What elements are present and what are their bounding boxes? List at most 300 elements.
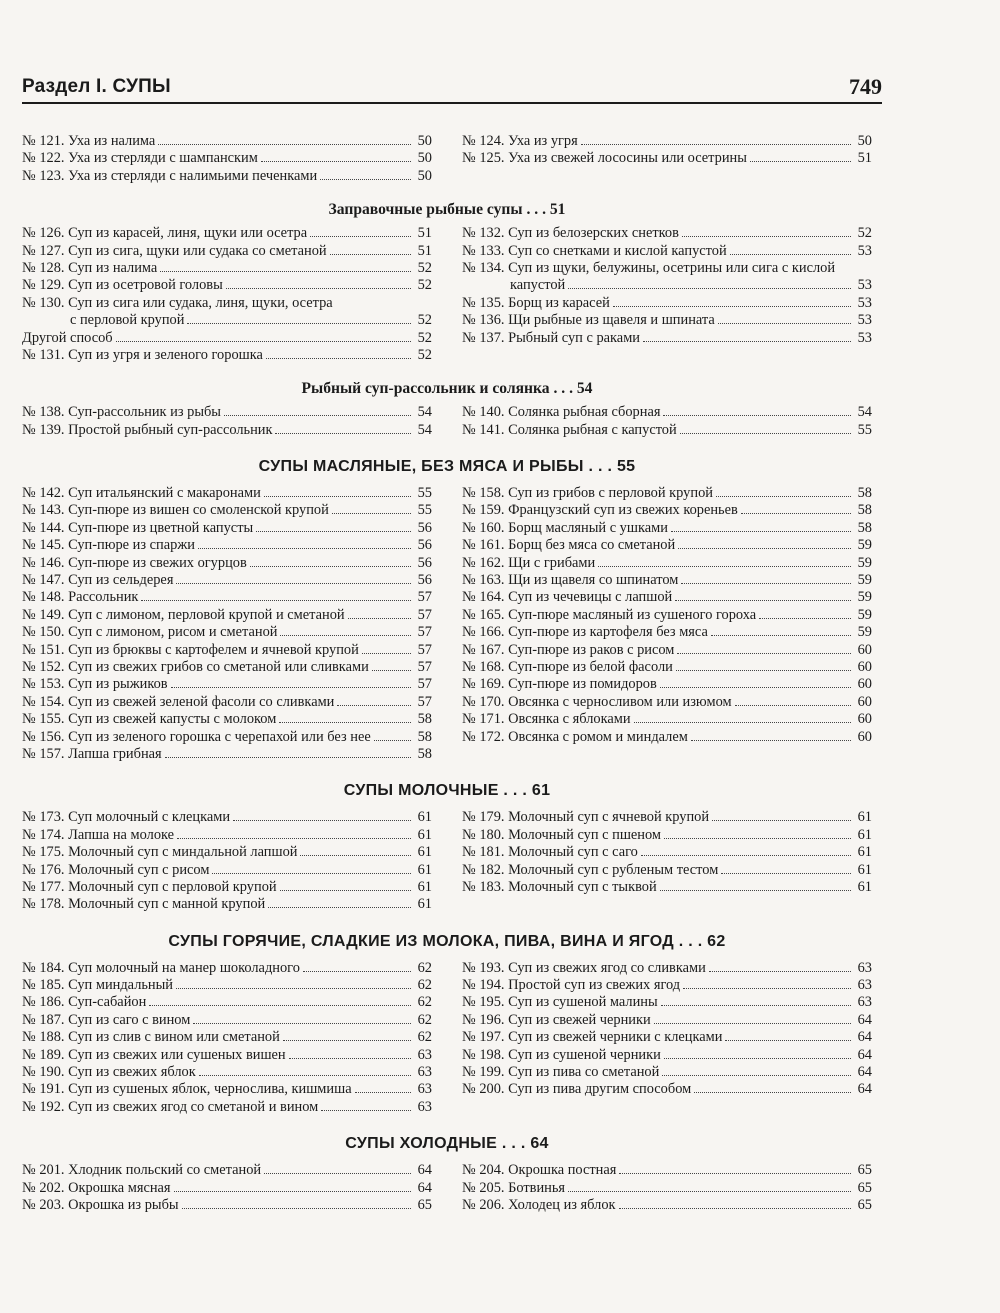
left-column bbox=[22, 133, 432, 185]
entry-title: № 178. Молочный суп с манной крупой bbox=[22, 896, 266, 913]
entry-title: № 191. Суп из сушеных яблок, чернослива, кишмиша bbox=[22, 1081, 352, 1098]
toc-entry bbox=[462, 676, 872, 693]
dot-leader bbox=[680, 433, 851, 434]
entry-page-number: 64 bbox=[857, 1046, 872, 1063]
toc-entry bbox=[22, 502, 432, 519]
entry-title: № 173. Суп молочный с клецками bbox=[22, 809, 231, 826]
entry-title: № 180. Молочный суп с пшеном bbox=[462, 826, 662, 843]
entry-title: № 129. Суп из осетровой головы bbox=[22, 277, 223, 294]
dot-leader bbox=[643, 341, 851, 342]
entry-page-number: 63 bbox=[417, 1064, 432, 1081]
toc-entry bbox=[22, 537, 432, 554]
entry-page-number: 54 bbox=[857, 404, 872, 421]
entry-page-number: 64 bbox=[857, 1081, 872, 1098]
page-number: 749 bbox=[849, 74, 882, 99]
entry-title: № 149. Суп с лимоном, перловой крупой и сметаной bbox=[22, 606, 345, 623]
dot-leader bbox=[264, 496, 411, 497]
entry-title: № 128. Суп из налима bbox=[22, 259, 158, 276]
entry-page-number: 61 bbox=[417, 809, 432, 826]
entry-page-number: 59 bbox=[857, 537, 872, 554]
dot-leader bbox=[141, 600, 411, 601]
toc-entry bbox=[22, 844, 432, 861]
left-column bbox=[22, 404, 432, 439]
entry-page-number: 63 bbox=[857, 959, 872, 976]
toc-entry bbox=[462, 694, 872, 711]
section-heading: СУПЫ ХОЛОДНЫЕ . . . 64 bbox=[345, 1135, 549, 1153]
toc-entry bbox=[22, 676, 432, 693]
entry-title: № 190. Суп из свежих яблок bbox=[22, 1064, 196, 1081]
toc-entry bbox=[22, 168, 432, 185]
entry-page-number: 50 bbox=[857, 133, 872, 149]
toc-entry bbox=[22, 879, 432, 896]
dot-leader bbox=[613, 306, 851, 307]
toc-entry bbox=[22, 260, 432, 277]
entry-title: № 160. Борщ масляный с ушками bbox=[462, 519, 668, 536]
right-column bbox=[462, 133, 872, 185]
entry-title: № 166. Суп-пюре из картофеля без мяса bbox=[462, 624, 708, 641]
right-column bbox=[462, 225, 872, 364]
toc-entry bbox=[462, 295, 872, 312]
entry-page-number: 61 bbox=[857, 861, 872, 878]
dot-leader bbox=[310, 236, 411, 237]
entry-title: № 171. Овсянка с яблоками bbox=[462, 711, 631, 728]
entry-page-number: 57 bbox=[417, 606, 432, 623]
entry-title: № 141. Солянка рыбная с капустой bbox=[462, 421, 677, 438]
toc-entry bbox=[22, 485, 432, 502]
entry-page-number: 59 bbox=[857, 606, 872, 623]
dot-leader bbox=[158, 144, 411, 145]
toc-entry bbox=[22, 896, 432, 913]
dot-leader bbox=[581, 144, 851, 145]
section-heading: СУПЫ МОЛОЧНЫЕ . . . 61 bbox=[343, 782, 551, 800]
toc-entry bbox=[22, 994, 432, 1011]
entry-page-number: 56 bbox=[417, 572, 432, 589]
entry-title: № 168. Суп-пюре из белой фасоли bbox=[462, 658, 673, 675]
entry-title: № 143. Суп-пюре из вишен со смоленской крупой bbox=[22, 502, 329, 519]
entry-page-number: 56 bbox=[417, 519, 432, 536]
entry-page-number: 62 bbox=[417, 1011, 432, 1028]
entry-page-number: 65 bbox=[857, 1196, 872, 1213]
entry-title: № 163. Щи из щавеля со шпинатом bbox=[462, 572, 679, 589]
dot-leader bbox=[279, 722, 411, 723]
toc-entry bbox=[462, 1047, 872, 1064]
dot-leader bbox=[212, 873, 411, 874]
entry-page-number: 63 bbox=[417, 1046, 432, 1063]
entry-title: № 187. Суп из саго с вином bbox=[22, 1011, 191, 1028]
toc-entry bbox=[462, 1064, 872, 1081]
toc-entry bbox=[22, 330, 432, 347]
entry-page-number: 64 bbox=[857, 1029, 872, 1046]
toc-entry bbox=[462, 260, 872, 295]
entry-title: № 158. Суп из грибов с перловой крупой bbox=[462, 485, 713, 502]
toc-entry bbox=[22, 225, 432, 242]
entry-title: № 145. Суп-пюре из спаржи bbox=[22, 537, 195, 554]
entry-page-number: 50 bbox=[417, 167, 432, 184]
toc-entry bbox=[462, 1029, 872, 1046]
toc-entry bbox=[462, 607, 872, 624]
toc-entry bbox=[22, 746, 432, 763]
entry-title: № 136. Щи рыбные из щавеля и шпината bbox=[462, 312, 715, 329]
table-of-contents bbox=[22, 133, 872, 1214]
entry-page-number: 56 bbox=[417, 537, 432, 554]
toc-entry bbox=[462, 502, 872, 519]
toc-entry bbox=[462, 404, 872, 421]
entry-title: № 193. Суп из свежих ягод со сливками bbox=[462, 959, 706, 976]
dot-leader bbox=[289, 1058, 411, 1059]
entry-page-number: 58 bbox=[417, 711, 432, 728]
dot-leader bbox=[671, 531, 851, 532]
dot-leader bbox=[730, 254, 851, 255]
entry-title: № 122. Уха из стерляди с шампанским bbox=[22, 150, 258, 167]
dot-leader bbox=[275, 433, 411, 434]
entry-page-number: 50 bbox=[417, 133, 432, 149]
entry-title: № 165. Суп-пюре масляный из сушеного гороха bbox=[462, 606, 757, 623]
dot-leader bbox=[374, 740, 411, 741]
dot-leader bbox=[182, 1208, 411, 1209]
dot-leader bbox=[176, 583, 411, 584]
dot-leader bbox=[654, 1023, 851, 1024]
entry-page-number: 58 bbox=[857, 485, 872, 502]
left-column bbox=[22, 960, 432, 1117]
dot-leader bbox=[678, 548, 851, 549]
entry-page-number: 62 bbox=[417, 977, 432, 994]
toc-entry bbox=[462, 133, 872, 150]
entry-title: № 147. Суп из сельдерея bbox=[22, 572, 174, 589]
entry-page-number: 52 bbox=[417, 346, 432, 363]
section-title: Раздел I. СУПЫ bbox=[22, 76, 171, 97]
entry-title: № 153. Суп из рыжиков bbox=[22, 676, 168, 693]
entry-page-number: 53 bbox=[857, 329, 872, 346]
right-column bbox=[462, 404, 872, 439]
entry-page-number: 56 bbox=[417, 554, 432, 571]
toc-entry bbox=[462, 1180, 872, 1197]
toc-entry bbox=[462, 960, 872, 977]
toc-entry bbox=[462, 520, 872, 537]
entry-title: № 205. Ботвинья bbox=[462, 1179, 566, 1196]
toc-entry bbox=[462, 827, 872, 844]
toc-entry bbox=[462, 537, 872, 554]
entry-title: № 125. Уха из свежей лососины или осетрины bbox=[462, 150, 747, 167]
toc-entry bbox=[22, 589, 432, 606]
entry-page-number: 57 bbox=[417, 658, 432, 675]
toc-entry bbox=[22, 862, 432, 879]
entry-page-number: 64 bbox=[857, 1011, 872, 1028]
toc-entry bbox=[462, 809, 872, 826]
dot-leader bbox=[716, 496, 851, 497]
entry-page-number: 52 bbox=[857, 225, 872, 242]
dot-leader bbox=[568, 288, 851, 289]
entry-page-number: 65 bbox=[417, 1196, 432, 1213]
toc-entry bbox=[22, 1180, 432, 1197]
entry-title: № 159. Французский суп из свежих кореньев bbox=[462, 502, 738, 519]
entry-page-number: 57 bbox=[417, 589, 432, 606]
entry-page-number: 60 bbox=[857, 693, 872, 710]
toc-entry bbox=[462, 879, 872, 896]
entry-page-number: 53 bbox=[857, 294, 872, 311]
entry-title: № 179. Молочный суп с ячневой крупой bbox=[462, 809, 710, 826]
entry-page-number: 62 bbox=[417, 994, 432, 1011]
entry-page-number: 64 bbox=[857, 1064, 872, 1081]
dot-leader bbox=[598, 566, 851, 567]
toc-entry bbox=[22, 809, 432, 826]
toc-entry bbox=[462, 422, 872, 439]
entry-page-number: 52 bbox=[417, 259, 432, 276]
entry-title: № 121. Уха из налима bbox=[22, 133, 156, 149]
dot-leader bbox=[280, 890, 411, 891]
toc-entry bbox=[22, 711, 432, 728]
dot-leader bbox=[568, 1191, 851, 1192]
toc-entry bbox=[22, 960, 432, 977]
entry-page-number: 59 bbox=[857, 572, 872, 589]
entry-page-number: 61 bbox=[417, 861, 432, 878]
toc-entry bbox=[22, 607, 432, 624]
dot-leader bbox=[160, 271, 411, 272]
dot-leader bbox=[660, 890, 851, 891]
toc-entry bbox=[22, 555, 432, 572]
dot-leader bbox=[641, 855, 851, 856]
entry-page-number: 61 bbox=[417, 878, 432, 895]
entry-title: № 195. Суп из сушеной малины bbox=[462, 994, 658, 1011]
toc-entry bbox=[22, 277, 432, 294]
entry-title: № 184. Суп молочный на манер шоколадного bbox=[22, 959, 300, 976]
entry-page-number: 52 bbox=[417, 277, 432, 294]
left-column bbox=[22, 485, 432, 763]
entry-title: № 189. Суп из свежих или сушеных вишен bbox=[22, 1046, 286, 1063]
toc-entry bbox=[22, 1099, 432, 1116]
dot-leader bbox=[712, 820, 851, 821]
entry-page-number: 62 bbox=[417, 959, 432, 976]
entry-page-number: 59 bbox=[857, 624, 872, 641]
toc-entry bbox=[462, 994, 872, 1011]
entry-title: № 169. Суп-пюре из помидоров bbox=[462, 676, 657, 693]
entry-title: № 161. Борщ без мяса со сметаной bbox=[462, 537, 676, 554]
entry-page-number: 59 bbox=[857, 554, 872, 571]
entry-title: № 139. Простой рыбный суп-рассольник bbox=[22, 421, 273, 438]
entry-page-number: 60 bbox=[857, 711, 872, 728]
dot-leader bbox=[372, 670, 411, 671]
left-column bbox=[22, 1162, 432, 1214]
dot-leader bbox=[691, 740, 851, 741]
dot-leader bbox=[224, 415, 411, 416]
entry-title: № 177. Молочный суп с перловой крупой bbox=[22, 878, 277, 895]
dot-leader bbox=[268, 907, 411, 908]
toc-entry bbox=[22, 422, 432, 439]
entry-block bbox=[22, 225, 872, 364]
toc-entry bbox=[462, 862, 872, 879]
toc-entry bbox=[462, 624, 872, 641]
dot-leader bbox=[664, 1058, 851, 1059]
toc-entry bbox=[462, 642, 872, 659]
toc-entry bbox=[462, 555, 872, 572]
entry-title: № 130. Суп из сига или судака, линя, щуки, осетра bbox=[22, 294, 333, 311]
toc-entry bbox=[22, 150, 432, 167]
entry-page-number: 64 bbox=[417, 1162, 432, 1179]
dot-leader bbox=[303, 971, 411, 972]
entry-title: № 137. Рыбный суп с раками bbox=[462, 329, 640, 346]
entry-title: № 186. Суп-сабайон bbox=[22, 994, 147, 1011]
entry-title: № 202. Окрошка мясная bbox=[22, 1179, 171, 1196]
dot-leader bbox=[250, 566, 411, 567]
entry-title: № 176. Молочный суп с рисом bbox=[22, 861, 210, 878]
entry-title: № 134. Суп из щуки, белужины, осетрины или сига с кислой bbox=[462, 259, 836, 276]
entry-page-number: 54 bbox=[417, 421, 432, 438]
toc-entry bbox=[462, 589, 872, 606]
dot-leader bbox=[266, 358, 411, 359]
entry-title: № 152. Суп из свежих грибов со сметаной или сливками bbox=[22, 658, 369, 675]
entry-title: № 200. Суп из пива другим способом bbox=[462, 1081, 692, 1098]
toc-entry bbox=[462, 225, 872, 242]
entry-block bbox=[22, 960, 872, 1117]
dot-leader bbox=[149, 1005, 411, 1006]
entry-page-number: 51 bbox=[417, 225, 432, 242]
entry-page-number: 64 bbox=[417, 1179, 432, 1196]
entry-page-number: 61 bbox=[417, 844, 432, 861]
entry-page-number: 61 bbox=[417, 896, 432, 913]
toc-entry bbox=[22, 243, 432, 260]
entry-title: № 146. Суп-пюре из свежих огурцов bbox=[22, 554, 247, 571]
entry-title: № 148. Рассольник bbox=[22, 589, 139, 606]
entry-block bbox=[22, 809, 872, 913]
toc-entry bbox=[22, 694, 432, 711]
entry-title: № 183. Молочный суп с тыквой bbox=[462, 878, 657, 895]
dot-leader bbox=[683, 988, 851, 989]
dot-leader bbox=[725, 1040, 851, 1041]
toc-entry bbox=[22, 642, 432, 659]
toc-entry bbox=[22, 1162, 432, 1179]
entry-page-number: 51 bbox=[857, 150, 872, 167]
dot-leader bbox=[280, 635, 411, 636]
entry-title: № 199. Суп из пива со сметаной bbox=[462, 1064, 660, 1081]
right-column bbox=[462, 960, 872, 1117]
entry-page-number: 58 bbox=[417, 728, 432, 745]
entry-title: № 196. Суп из свежей черники bbox=[462, 1011, 651, 1028]
toc-entry bbox=[22, 133, 432, 150]
entry-title: № 144. Суп-пюре из цветной капусты bbox=[22, 519, 254, 536]
entry-title: № 188. Суп из слив с вином или сметаной bbox=[22, 1029, 280, 1046]
dot-leader bbox=[661, 1005, 851, 1006]
toc-entry bbox=[22, 572, 432, 589]
dot-leader bbox=[171, 687, 411, 688]
dot-leader bbox=[332, 513, 411, 514]
entry-page-number: 63 bbox=[417, 1098, 432, 1115]
entry-page-number: 61 bbox=[417, 826, 432, 843]
toc-entry bbox=[462, 1081, 872, 1098]
section-heading: СУПЫ ГОРЯЧИЕ, СЛАДКИЕ ИЗ МОЛОКА, ПИВА, ВИНА И ЯГОД . . . 62 bbox=[168, 932, 726, 950]
entry-title: № 123. Уха из стерляди с налимьими печенками bbox=[22, 167, 318, 184]
running-header bbox=[22, 72, 882, 104]
dot-leader bbox=[193, 1023, 411, 1024]
dot-leader bbox=[233, 820, 411, 821]
dot-leader bbox=[199, 1075, 411, 1076]
toc-entry bbox=[462, 330, 872, 347]
dot-leader bbox=[735, 705, 851, 706]
entry-title: № 175. Молочный суп с миндальной лапшой bbox=[22, 844, 298, 861]
entry-page-number: 57 bbox=[417, 693, 432, 710]
entry-title: № 204. Окрошка постная bbox=[462, 1162, 617, 1179]
dot-leader bbox=[681, 583, 851, 584]
dot-leader bbox=[682, 236, 851, 237]
toc-entry bbox=[22, 1029, 432, 1046]
entry-title: № 182. Молочный суп с рубленым тестом bbox=[462, 861, 719, 878]
entry-block bbox=[22, 404, 872, 439]
entry-title: № 124. Уха из угря bbox=[462, 133, 578, 149]
entry-page-number: 57 bbox=[417, 641, 432, 658]
entry-title: № 151. Суп из брюквы с картофелем и ячневой крупой bbox=[22, 641, 359, 658]
toc-entry bbox=[22, 1047, 432, 1064]
entry-title: № 170. Овсянка с черносливом или изюмом bbox=[462, 693, 732, 710]
toc-entry bbox=[22, 1012, 432, 1029]
entry-title: № 133. Суп со снетками и кислой капустой bbox=[462, 242, 727, 259]
entry-page-number: 53 bbox=[857, 277, 872, 294]
toc-entry bbox=[462, 1162, 872, 1179]
dot-leader bbox=[677, 653, 851, 654]
dot-leader bbox=[741, 513, 851, 514]
entry-page-number: 60 bbox=[857, 676, 872, 693]
entry-title: № 203. Окрошка из рыбы bbox=[22, 1196, 179, 1213]
dot-leader bbox=[664, 838, 851, 839]
dot-leader bbox=[718, 323, 851, 324]
toc-entry bbox=[22, 1197, 432, 1214]
dot-leader bbox=[337, 705, 411, 706]
entry-title: № 167. Суп-пюре из раков с рисом bbox=[462, 641, 675, 658]
toc-entry bbox=[462, 150, 872, 167]
entry-title: № 206. Холодец из яблок bbox=[462, 1196, 616, 1213]
dot-leader bbox=[300, 855, 411, 856]
dot-leader bbox=[675, 600, 851, 601]
entry-page-number: 54 bbox=[417, 404, 432, 421]
entry-title: № 172. Овсянка с ромом и миндалем bbox=[462, 728, 688, 745]
entry-title: № 126. Суп из карасей, линя, щуки или осетра bbox=[22, 225, 308, 242]
dot-leader bbox=[321, 1110, 411, 1111]
entry-title-continued: с перловой крупой bbox=[70, 312, 185, 329]
entry-page-number: 65 bbox=[857, 1162, 872, 1179]
section-heading: Заправочные рыбные супы . . . 51 bbox=[328, 201, 566, 219]
toc-entry bbox=[22, 977, 432, 994]
entry-page-number: 50 bbox=[417, 150, 432, 167]
entry-title-continued: капустой bbox=[510, 277, 566, 294]
entry-page-number: 52 bbox=[417, 329, 432, 346]
entry-page-number: 57 bbox=[417, 676, 432, 693]
dot-leader bbox=[256, 531, 411, 532]
dot-leader bbox=[750, 161, 851, 162]
entry-title: № 140. Солянка рыбная сборная bbox=[462, 404, 661, 421]
toc-entry bbox=[462, 977, 872, 994]
section-heading: СУПЫ МАСЛЯНЫЕ, БЕЗ МЯСА И РЫБЫ . . . 55 bbox=[258, 458, 636, 476]
entry-title: Другой способ bbox=[22, 329, 113, 346]
toc-entry bbox=[22, 624, 432, 641]
toc-entry bbox=[462, 243, 872, 260]
dot-leader bbox=[198, 548, 411, 549]
entry-title: № 181. Молочный суп с саго bbox=[462, 844, 638, 861]
entry-page-number: 63 bbox=[857, 977, 872, 994]
toc-entry bbox=[22, 1064, 432, 1081]
toc-entry bbox=[22, 659, 432, 676]
entry-page-number: 61 bbox=[857, 809, 872, 826]
entry-page-number: 58 bbox=[857, 502, 872, 519]
toc-entry bbox=[22, 827, 432, 844]
toc-entry bbox=[462, 485, 872, 502]
toc-entry bbox=[22, 404, 432, 421]
entry-block bbox=[22, 1162, 872, 1214]
dot-leader bbox=[619, 1173, 851, 1174]
toc-entry bbox=[462, 711, 872, 728]
toc-entry bbox=[22, 295, 432, 330]
toc-entry bbox=[462, 1012, 872, 1029]
entry-title: № 150. Суп с лимоном, рисом и сметаной bbox=[22, 624, 278, 641]
entry-page-number: 58 bbox=[417, 745, 432, 762]
dot-leader bbox=[116, 341, 411, 342]
dot-leader bbox=[283, 1040, 411, 1041]
